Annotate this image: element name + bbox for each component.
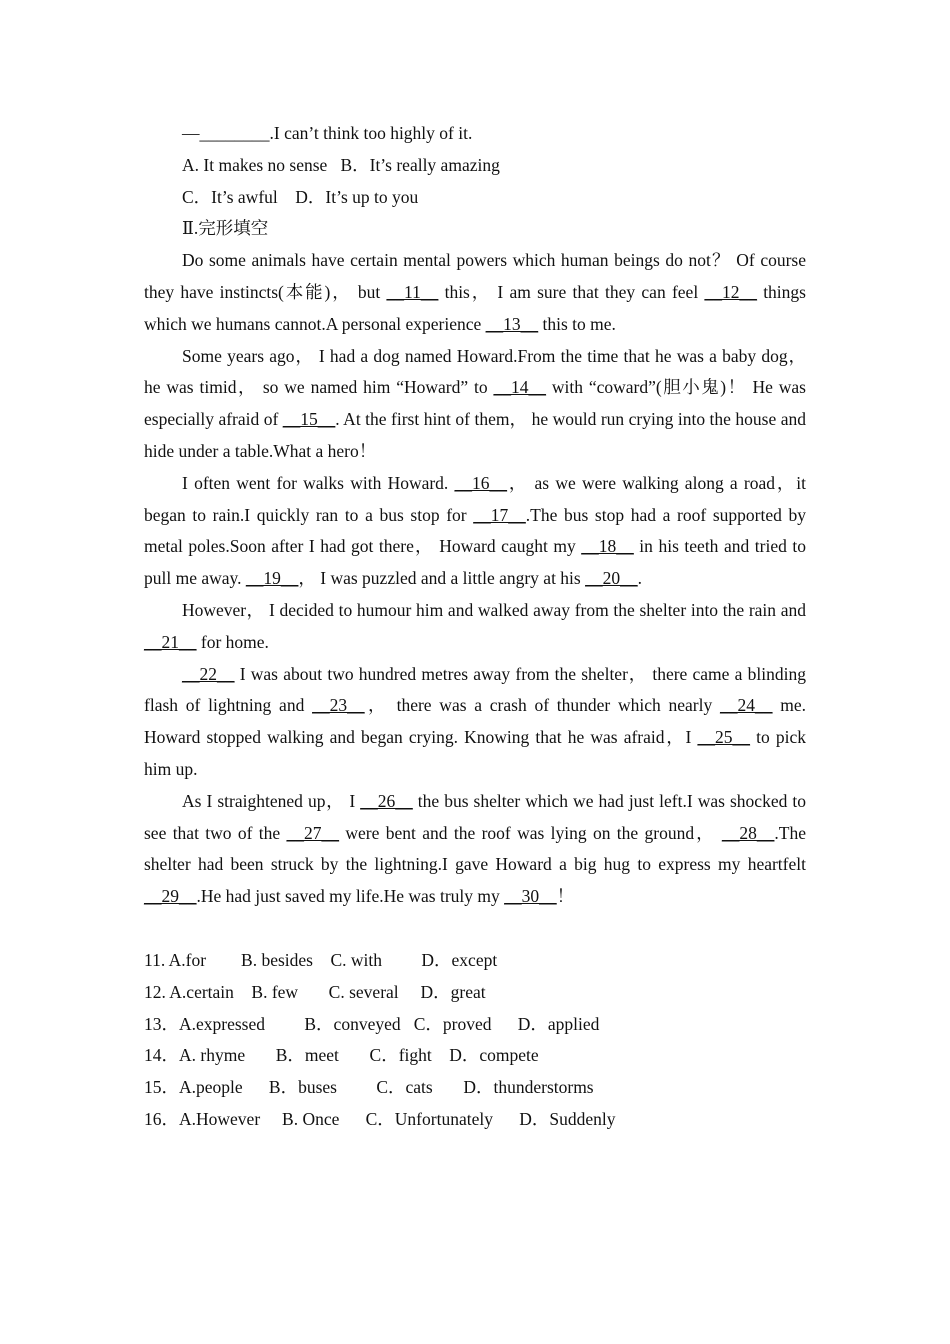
passage-text: this to me. xyxy=(538,313,616,334)
cloze-blank: __26__ xyxy=(360,790,413,811)
choices-list xyxy=(144,945,806,1136)
passage-text: .The bus stop had a roof supported by metal poles.Soon after I had got there， Howard caught my xyxy=(144,504,806,557)
passage-paragraph xyxy=(144,786,806,913)
passage-paragraph xyxy=(144,468,806,595)
choice-row-14: 14．A. rhyme B．meet C．fight D．compete xyxy=(144,1045,539,1066)
passage-paragraph xyxy=(144,595,806,659)
dialogue-line: —________.I can’t think too highly of it. xyxy=(182,123,473,143)
option-line-ab: A. It makes no sense B．It’s really amazing xyxy=(182,154,500,175)
cloze-blank: __28__ xyxy=(721,822,775,843)
cloze-blank: __22__ xyxy=(182,663,235,684)
passage-text: Do some animals have certain mental powers which human beings do not？ Of course they have instincts(本能)， but xyxy=(144,250,806,302)
passage-text: .He had just saved my life.He was truly my xyxy=(196,886,505,907)
passage-text: me. Howard stopped walking and began crying. Knowing that he was afraid，I xyxy=(144,695,807,748)
cloze-blank: __23__ xyxy=(312,695,365,716)
cloze-blank: __29__ xyxy=(144,886,197,907)
cloze-blank: __16__ xyxy=(454,472,508,493)
cloze-blank: __27__ xyxy=(286,822,340,843)
passage-paragraph xyxy=(144,341,806,468)
document-page xyxy=(144,118,806,1136)
cloze-blank: __20__ xyxy=(585,568,638,589)
cloze-blank: __25__ xyxy=(697,727,750,748)
choice-row-11: 11. A.for B. besides C. with D．except xyxy=(144,949,498,970)
passage-text: ， as we were walking along a road，it began to rain.I quickly ran to a bus stop for xyxy=(144,472,806,525)
passage-text: ！ xyxy=(556,886,575,907)
choice-row-13: 13．A.expressed B．conveyed C．proved D．applied xyxy=(144,1013,600,1034)
cloze-passage xyxy=(144,245,806,913)
cloze-blank: __13__ xyxy=(485,313,539,334)
cloze-blank: __12__ xyxy=(704,281,757,302)
cloze-blank: __15__ xyxy=(282,409,336,430)
section-title: Ⅱ.完形填空 xyxy=(182,218,269,239)
choice-row-16: 16．A.However B. Once C．Unfortunately D．Suddenly xyxy=(144,1108,616,1129)
passage-text: However， I decided to humour him and walked away from the shelter into the rain and xyxy=(182,599,806,620)
passage-text: I was about two hundred metres away from the shelter， there came a blinding flash of lightning and xyxy=(144,663,806,716)
passage-text: ， there was a crash of thunder which nearly xyxy=(364,695,720,716)
spacer xyxy=(144,913,806,945)
passage-text: with “coward”(胆小鬼)！ He was especially afraid of xyxy=(144,377,806,430)
cloze-blank: __17__ xyxy=(473,504,526,525)
passage-text: ， I was puzzled and a little angry at his xyxy=(298,568,586,589)
passage-text: for home. xyxy=(196,631,269,652)
cloze-blank: __18__ xyxy=(581,536,634,557)
passage-text: this， I am sure that they can feel xyxy=(438,281,705,302)
passage-text: As I straightened up， I xyxy=(182,790,361,811)
passage-text: the bus shelter which we had just left.I was shocked to see that two of the xyxy=(144,790,806,843)
cloze-blank: __24__ xyxy=(720,695,773,716)
passage-text: things which we humans cannot.A personal experience xyxy=(144,281,806,334)
passage-text: . At the first hint of them， he would run crying into the house and hide under a table.What a hero！ xyxy=(144,409,806,461)
passage-text: I often went for walks with Howard. xyxy=(182,472,455,493)
choice-row-15: 15．A.people B．buses C．cats D．thunderstorms xyxy=(144,1077,594,1098)
passage-paragraph xyxy=(144,245,806,340)
cloze-blank: __11__ xyxy=(386,281,439,302)
passage-text: .The shelter had been struck by the lightning.I gave Howard a big hug to express my heartfelt xyxy=(144,822,806,875)
option-line-cd: C．It’s awful D．It’s up to you xyxy=(182,186,419,207)
choice-row-12: 12. A.certain B. few C. several D．great xyxy=(144,981,486,1002)
passage-text: Some years ago， I had a dog named Howard.From the time that he was a baby dog， he was timid， so we named him “Howard” to xyxy=(144,345,806,398)
passage-text: were bent and the roof was lying on the ground， xyxy=(339,822,722,843)
cloze-blank: __19__ xyxy=(245,568,299,589)
cloze-blank: __21__ xyxy=(144,631,197,652)
cloze-blank: __14__ xyxy=(493,377,546,398)
cloze-blank: __30__ xyxy=(504,886,557,907)
passage-paragraph xyxy=(144,659,806,786)
passage-text: . xyxy=(637,568,642,589)
passage-text: to pick him up. xyxy=(144,727,806,779)
passage-text: in his teeth and tried to pull me away. xyxy=(144,536,806,589)
